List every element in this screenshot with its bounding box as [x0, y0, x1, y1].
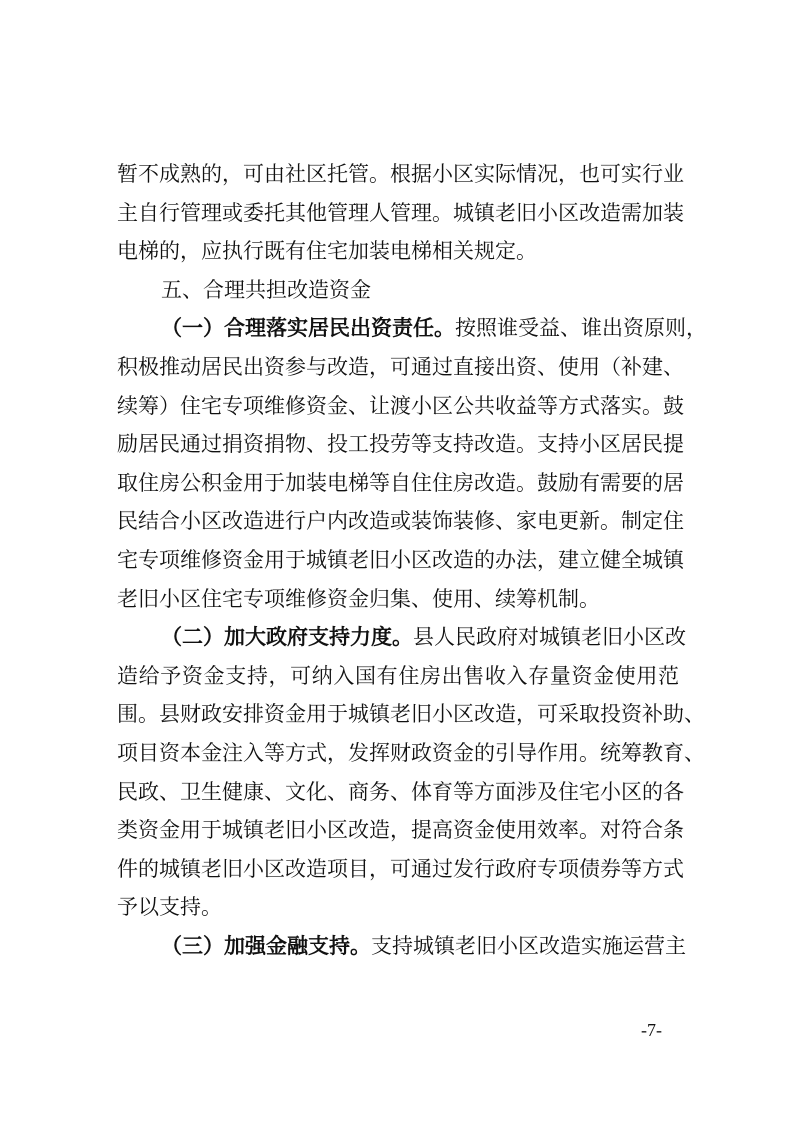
text-line: 积极推动居民出资参与改造，可通过直接出资、使用（补建、 — [117, 354, 684, 379]
text-line: 取住房公积金用于加装电梯等自住住房改造。鼓励有需要的居 — [117, 470, 684, 495]
text-line: 围。县财政安排资金用于城镇老旧小区改造，可采取投资补助、 — [117, 702, 705, 727]
paragraph-4 — [117, 927, 686, 966]
text-line: 造给予资金支持，可纳入国有住房出售收入存量资金使用范 — [117, 663, 679, 688]
text-line: 民结合小区改造进行户内改造或装饰装修、家电更新。制定住 — [117, 509, 684, 534]
section-heading: 五、合理共担改造资金 — [161, 277, 371, 302]
paragraph-3 — [117, 618, 705, 927]
paragraph-lead: （三）加强金融支持。 — [161, 933, 371, 958]
paragraph-1 — [117, 155, 684, 271]
text-line: 老旧小区住宅专项维修资金归集、使用、续筹机制。 — [117, 586, 600, 611]
text-line: 民政、卫生健康、文化、商务、体育等方面涉及住宅小区的各 — [117, 779, 684, 804]
text-line: 暂不成熟的，可由社区托管。根据小区实际情况，也可实行业 — [117, 162, 684, 186]
page-number: -7- — [641, 1020, 662, 1040]
text-line — [117, 618, 686, 657]
text-line — [117, 927, 686, 966]
paragraph-lead: （二）加大政府支持力度。 — [161, 625, 413, 650]
text-line: 予以支持。 — [117, 895, 222, 920]
text-line: 主自行管理或委托其他管理人管理。城镇老旧小区改造需加装 — [117, 200, 684, 225]
text-line: 续筹）住宅专项维修资金、让渡小区公共收益等方式落实。鼓 — [117, 393, 684, 418]
paragraph-2 — [117, 309, 707, 618]
paragraph-text: 支持城镇老旧小区改造实施运营主 — [371, 933, 686, 958]
text-line: 电梯的，应执行既有住宅加装电梯相关规定。 — [117, 239, 537, 264]
text-line — [117, 309, 707, 348]
paragraph-text: 县人民政府对城镇老旧小区改 — [413, 625, 686, 650]
paragraph-text: 按照谁受益、谁出资原则， — [455, 316, 707, 341]
paragraph-lead: （一）合理落实居民出资责任。 — [161, 316, 455, 341]
text-line: 类资金用于城镇老旧小区改造，提高资金使用效率。对符合条 — [117, 818, 684, 843]
text-line: 宅专项维修资金用于城镇老旧小区改造的办法，建立健全城镇 — [117, 547, 684, 572]
body-text — [117, 155, 707, 965]
text-line: 件的城镇老旧小区改造项目，可通过发行政府专项债券等方式 — [117, 856, 684, 881]
text-line: 励居民通过捐资捐物、投工投劳等支持改造。支持小区居民提 — [117, 432, 684, 457]
text-line: 项目资本金注入等方式，发挥财政资金的引导作用。统筹教育、 — [117, 740, 705, 765]
